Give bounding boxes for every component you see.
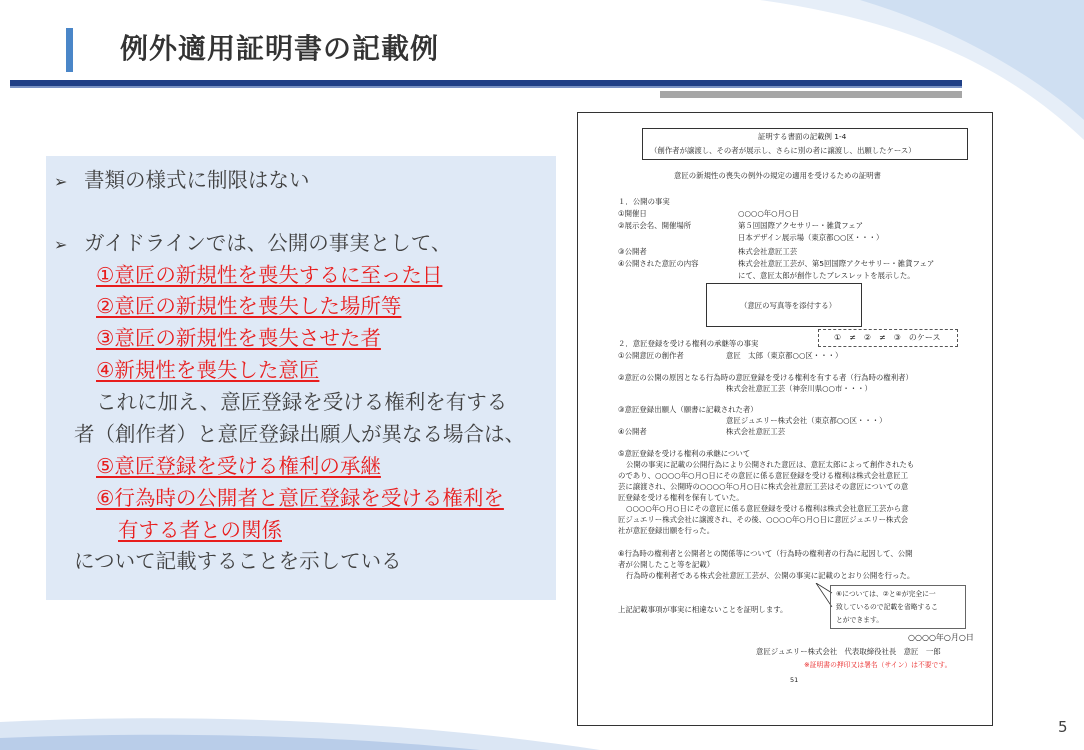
doc-value-date: ○○○○年○月○日 [738, 209, 799, 218]
arrow-bullet-icon: ➢ [54, 235, 68, 254]
doc-label-exhibition: ②展示会名、開催場所 [618, 221, 692, 230]
bullet-guideline [54, 230, 451, 258]
doc-succession-line-6: 匠ジュエリー株式会社に譲渡され、その後、○○○○年○月○日に意匠ジュエリー株式会 [618, 515, 909, 524]
doc-succession-line-7: 社が意匠登録出願を行った。 [618, 526, 715, 535]
bullet-text: 書類の様式に制限はない [84, 168, 310, 192]
doc-succession-line-1: 公開の事実に記載の公開行為により公開された意匠は、意匠太郎によって創作されたも [626, 460, 915, 469]
doc-succession-heading: ⑤意匠登録を受ける権利の承継について [618, 449, 751, 458]
doc-value-venue: 日本デザイン展示場（東京都○○区・・・） [738, 233, 884, 242]
doc-label-publisher: ③公開者 [618, 247, 647, 256]
doc-applicant-value: 意匠ジュエリー株式会社（東京都○○区・・・） [726, 416, 887, 425]
doc-label-date: ①開催日 [618, 209, 647, 218]
paragraph-line-3: について記載することを示している [74, 549, 402, 573]
doc-note-line-1: ⑥については、②と④が完全に一 [836, 590, 936, 598]
slide-page-number: 5 [1058, 718, 1068, 736]
doc-relation-line-3: 行為時の権利者である株式会社意匠工芸が、公開の事実に記載のとおり公開を行った。 [626, 571, 915, 580]
doc-signer: 意匠ジュエリー株式会社 代表取締役社長 意匠 一郎 [756, 647, 941, 656]
title-accent-bar [66, 28, 73, 72]
paragraph-line-2: 者（創作者）と意匠登録出願人が異なる場合は、 [74, 422, 525, 446]
item-design: ④新規性を喪失した意匠 [96, 358, 320, 382]
doc-photo-caption: （意匠の写真等を添付する） [740, 301, 837, 310]
item-relation-line-2: 有する者との関係 [118, 518, 282, 542]
doc-header-subtitle: （創作者が譲渡し、その者が展示し、さらに別の者に譲渡し、出願したケース） [650, 146, 916, 155]
doc-label-creator: ①公開意匠の創作者 [618, 351, 684, 360]
doc-succession-line-5: ○○○○年○月○日にその意匠に係る意匠登録を受ける権利は株式会社意匠工芸から意 [626, 504, 909, 513]
doc-value-content-2: にて、意匠太郎が創作したブレスレットを展示した。 [738, 271, 915, 280]
doc-succession-line-3: 芸に譲渡され、公開時の○○○○年○月○日に株式会社意匠工芸はその意匠についての意 [618, 482, 909, 491]
doc-heading: 意匠の新規性の喪失の例外の規定の適用を受けるための証明書 [674, 171, 881, 180]
doc-note-line-3: とができます。 [836, 616, 884, 624]
bullet-format [54, 167, 310, 195]
doc-case-label: ① ≠ ② ≠ ③ のケース [834, 333, 941, 342]
doc-date: ○○○○年○月○日 [908, 633, 974, 642]
item-person: ③意匠の新規性を喪失させた者 [96, 326, 381, 350]
doc-certify-statement: 上記記載事項が事実に相違ないことを証明します。 [618, 605, 788, 614]
doc-relation-line-1: ⑥行為時の権利者と公開者との関係等について（行為時の権利者の行為に起因して、公開 [618, 549, 913, 558]
doc-rights-holder: ②意匠の公開の原因となる行為時の意匠登録を受ける権利を有する者（行為時の権利者） [618, 373, 913, 382]
doc-note-line-2: 致しているので記載を省略するこ [836, 603, 938, 611]
doc-page-number: 51 [790, 676, 799, 684]
doc-section-1: １．公開の事実 [618, 197, 670, 206]
page-title: 例外適用証明書の記載例 [120, 32, 440, 65]
doc-value-creator: 意匠 太郎（東京都○○区・・・） [726, 351, 843, 360]
doc-header-title: 証明する書面の記載例 1-4 [758, 132, 847, 141]
item-relation-line-1: ⑥行為時の公開者と意匠登録を受ける権利を [96, 486, 504, 510]
title-rule-thin [10, 86, 962, 88]
doc-value-content-1: 株式会社意匠工芸が、第5回国際アクセサリー・雑貨フェア [738, 259, 935, 268]
item-succession: ⑤意匠登録を受ける権利の承継 [96, 454, 381, 478]
doc-value-exhibition: 第５回国際アクセサリー・雑貨フェア [738, 221, 864, 230]
doc-section-2: ２．意匠登録を受ける権利の承継等の事実 [618, 339, 759, 348]
bullet-text: ガイドラインでは、公開の事実として、 [84, 231, 452, 255]
doc-succession-line-2: のであり、○○○○年○月○日にその意匠に係る意匠登録を受ける権利は株式会社意匠工 [618, 471, 908, 480]
paragraph-line-1: これに加え、意匠登録を受ける権利を有する [96, 390, 508, 414]
doc-value-publisher-2: 株式会社意匠工芸 [726, 427, 786, 436]
gray-accent-bar [660, 91, 962, 98]
doc-applicant: ③意匠登録出願人（願書に記載された者） [618, 405, 758, 414]
item-place: ②意匠の新規性を喪失した場所等 [96, 294, 402, 318]
item-date: ①意匠の新規性を喪失するに至った日 [96, 263, 443, 287]
doc-label-content: ④公開された意匠の内容 [618, 259, 699, 268]
doc-relation-line-2: 者が公開したこと等を記載） [618, 560, 715, 569]
doc-value-publisher: 株式会社意匠工芸 [738, 247, 798, 256]
doc-label-publisher-2: ④公開者 [618, 427, 647, 436]
doc-seal-note: ※証明書の押印又は署名（サイン）は不要です。 [804, 661, 952, 669]
sample-certificate [577, 112, 993, 726]
arrow-bullet-icon: ➢ [54, 172, 68, 191]
doc-succession-line-4: 匠登録を受ける権利を保有していた。 [618, 493, 744, 502]
doc-rights-holder-value: 株式会社意匠工芸（神奈川県○○市・・・） [726, 384, 872, 393]
